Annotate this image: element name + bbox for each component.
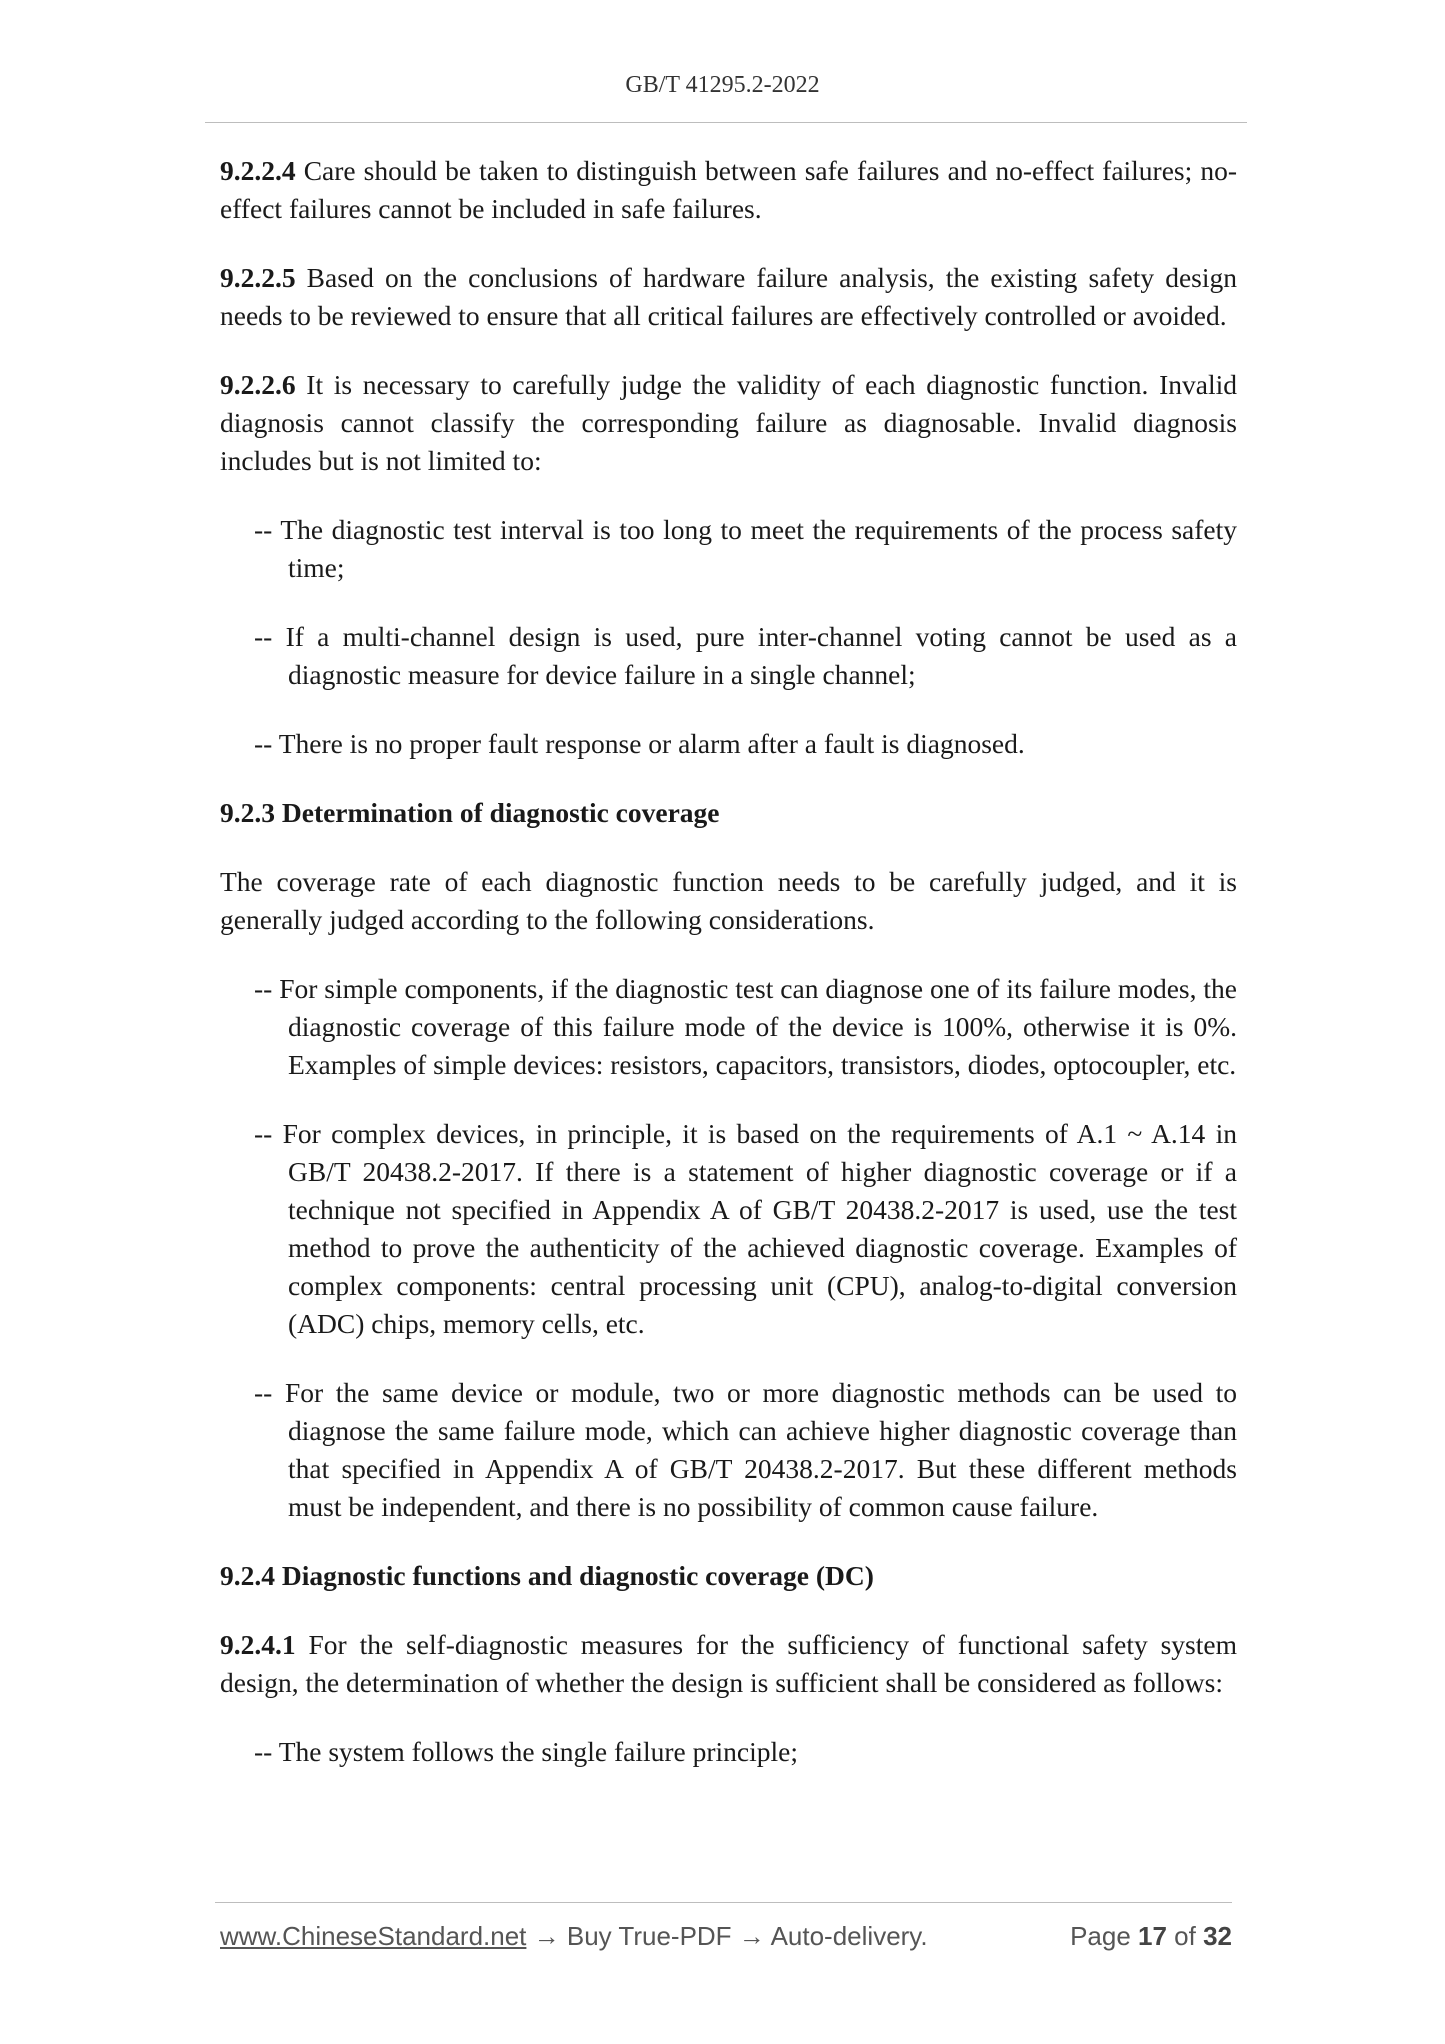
list-item: -- The diagnostic test interval is too long to meet the requirements of the process safety time; [254,514,1237,583]
paragraph-9-2-2-4 [220,152,1237,228]
paragraph-9-2-2-6 [220,366,1237,480]
footer-divider [215,1902,1232,1903]
list-item: -- There is no proper fault response or alarm after a fault is diagnosed. [254,728,1025,759]
clause-number: 9.2.4.1 [220,1629,296,1660]
section-heading-9-2-4: 9.2.4 Diagnostic functions and diagnostic coverage (DC) [220,1560,874,1591]
paragraph-9-2-2-5 [220,259,1237,335]
page-body [220,152,1237,1802]
list-item: -- For complex devices, in principle, it is based on the requirements of A.1 ~ A.14 in GB/T 20438.2-2017. If there is a statement of higher diagnostic coverage or if a technique not specified in Appendix A of GB/T 20438.2-2017 is used, use the test method to prove the authenticity of the achieved diagnostic coverage. Examples of complex components: central processing unit (CPU), analog-to-digital conversion (ADC) chips, memory cells, etc. [254,1118,1237,1339]
clause-number: 9.2.2.5 [220,262,296,293]
paragraph-text: Based on the conclusions of hardware failure analysis, the existing safety design needs to be reviewed to ensure that all critical failures are effectively controlled or avoided. [220,262,1237,331]
page-current: 17 [1138,1921,1167,1951]
paragraph-text: For the self-diagnostic measures for the sufficiency of functional safety system design, the determination of whether the design is sufficient shall be considered as follows: [220,1629,1237,1698]
paragraph-text: It is necessary to carefully judge the validity of each diagnostic function. Invalid diagnosis cannot classify the corresponding failure as diagnosable. Invalid diagnosis includes but is not limited to: [220,369,1237,476]
page-footer [220,1921,1232,1952]
list-item: -- For simple components, if the diagnostic test can diagnose one of its failure modes, the diagnostic coverage of this failure mode of the device is 100%, otherwise it is 0%. Examples of simple devices: resistors, capacitors, transistors, diodes, optocoupler, etc. [254,973,1237,1080]
clause-number: 9.2.2.6 [220,369,296,400]
paragraph-9-2-4-1 [220,1626,1237,1702]
website-link[interactable]: www.ChineseStandard.net [220,1921,527,1951]
paragraph-text: Care should be taken to distinguish between safe failures and no-effect failures; no-effect failures cannot be included in safe failures. [220,155,1237,224]
clause-number: 9.2.2.4 [220,155,296,186]
list-item: -- For the same device or module, two or more diagnostic methods can be used to diagnose the same failure mode, which can achieve higher diagnostic coverage than that specified in Appendix A of GB/T 20438.2-2017. But these different methods must be independent, and there is no possibility of common cause failure. [254,1377,1237,1522]
page-header [0,72,1445,99]
page-label: Page [1070,1921,1139,1951]
footer-tagline: → Buy True-PDF → Auto-delivery. [526,1921,928,1951]
paragraph-coverage-intro: The coverage rate of each diagnostic function needs to be carefully judged, and it is generally judged according to the following considerations. [220,866,1237,935]
document-code: GB/T 41295.2-2022 [625,72,820,98]
section-heading-9-2-3: 9.2.3 Determination of diagnostic coverage [220,797,720,828]
header-divider [205,122,1247,123]
page-total: 32 [1203,1921,1232,1951]
page-indicator [1070,1921,1232,1952]
list-item: -- If a multi-channel design is used, pure inter-channel voting cannot be used as a diagnostic measure for device failure in a single channel; [254,621,1237,690]
list-item: -- The system follows the single failure principle; [254,1736,799,1767]
page-of: of [1166,1921,1204,1951]
